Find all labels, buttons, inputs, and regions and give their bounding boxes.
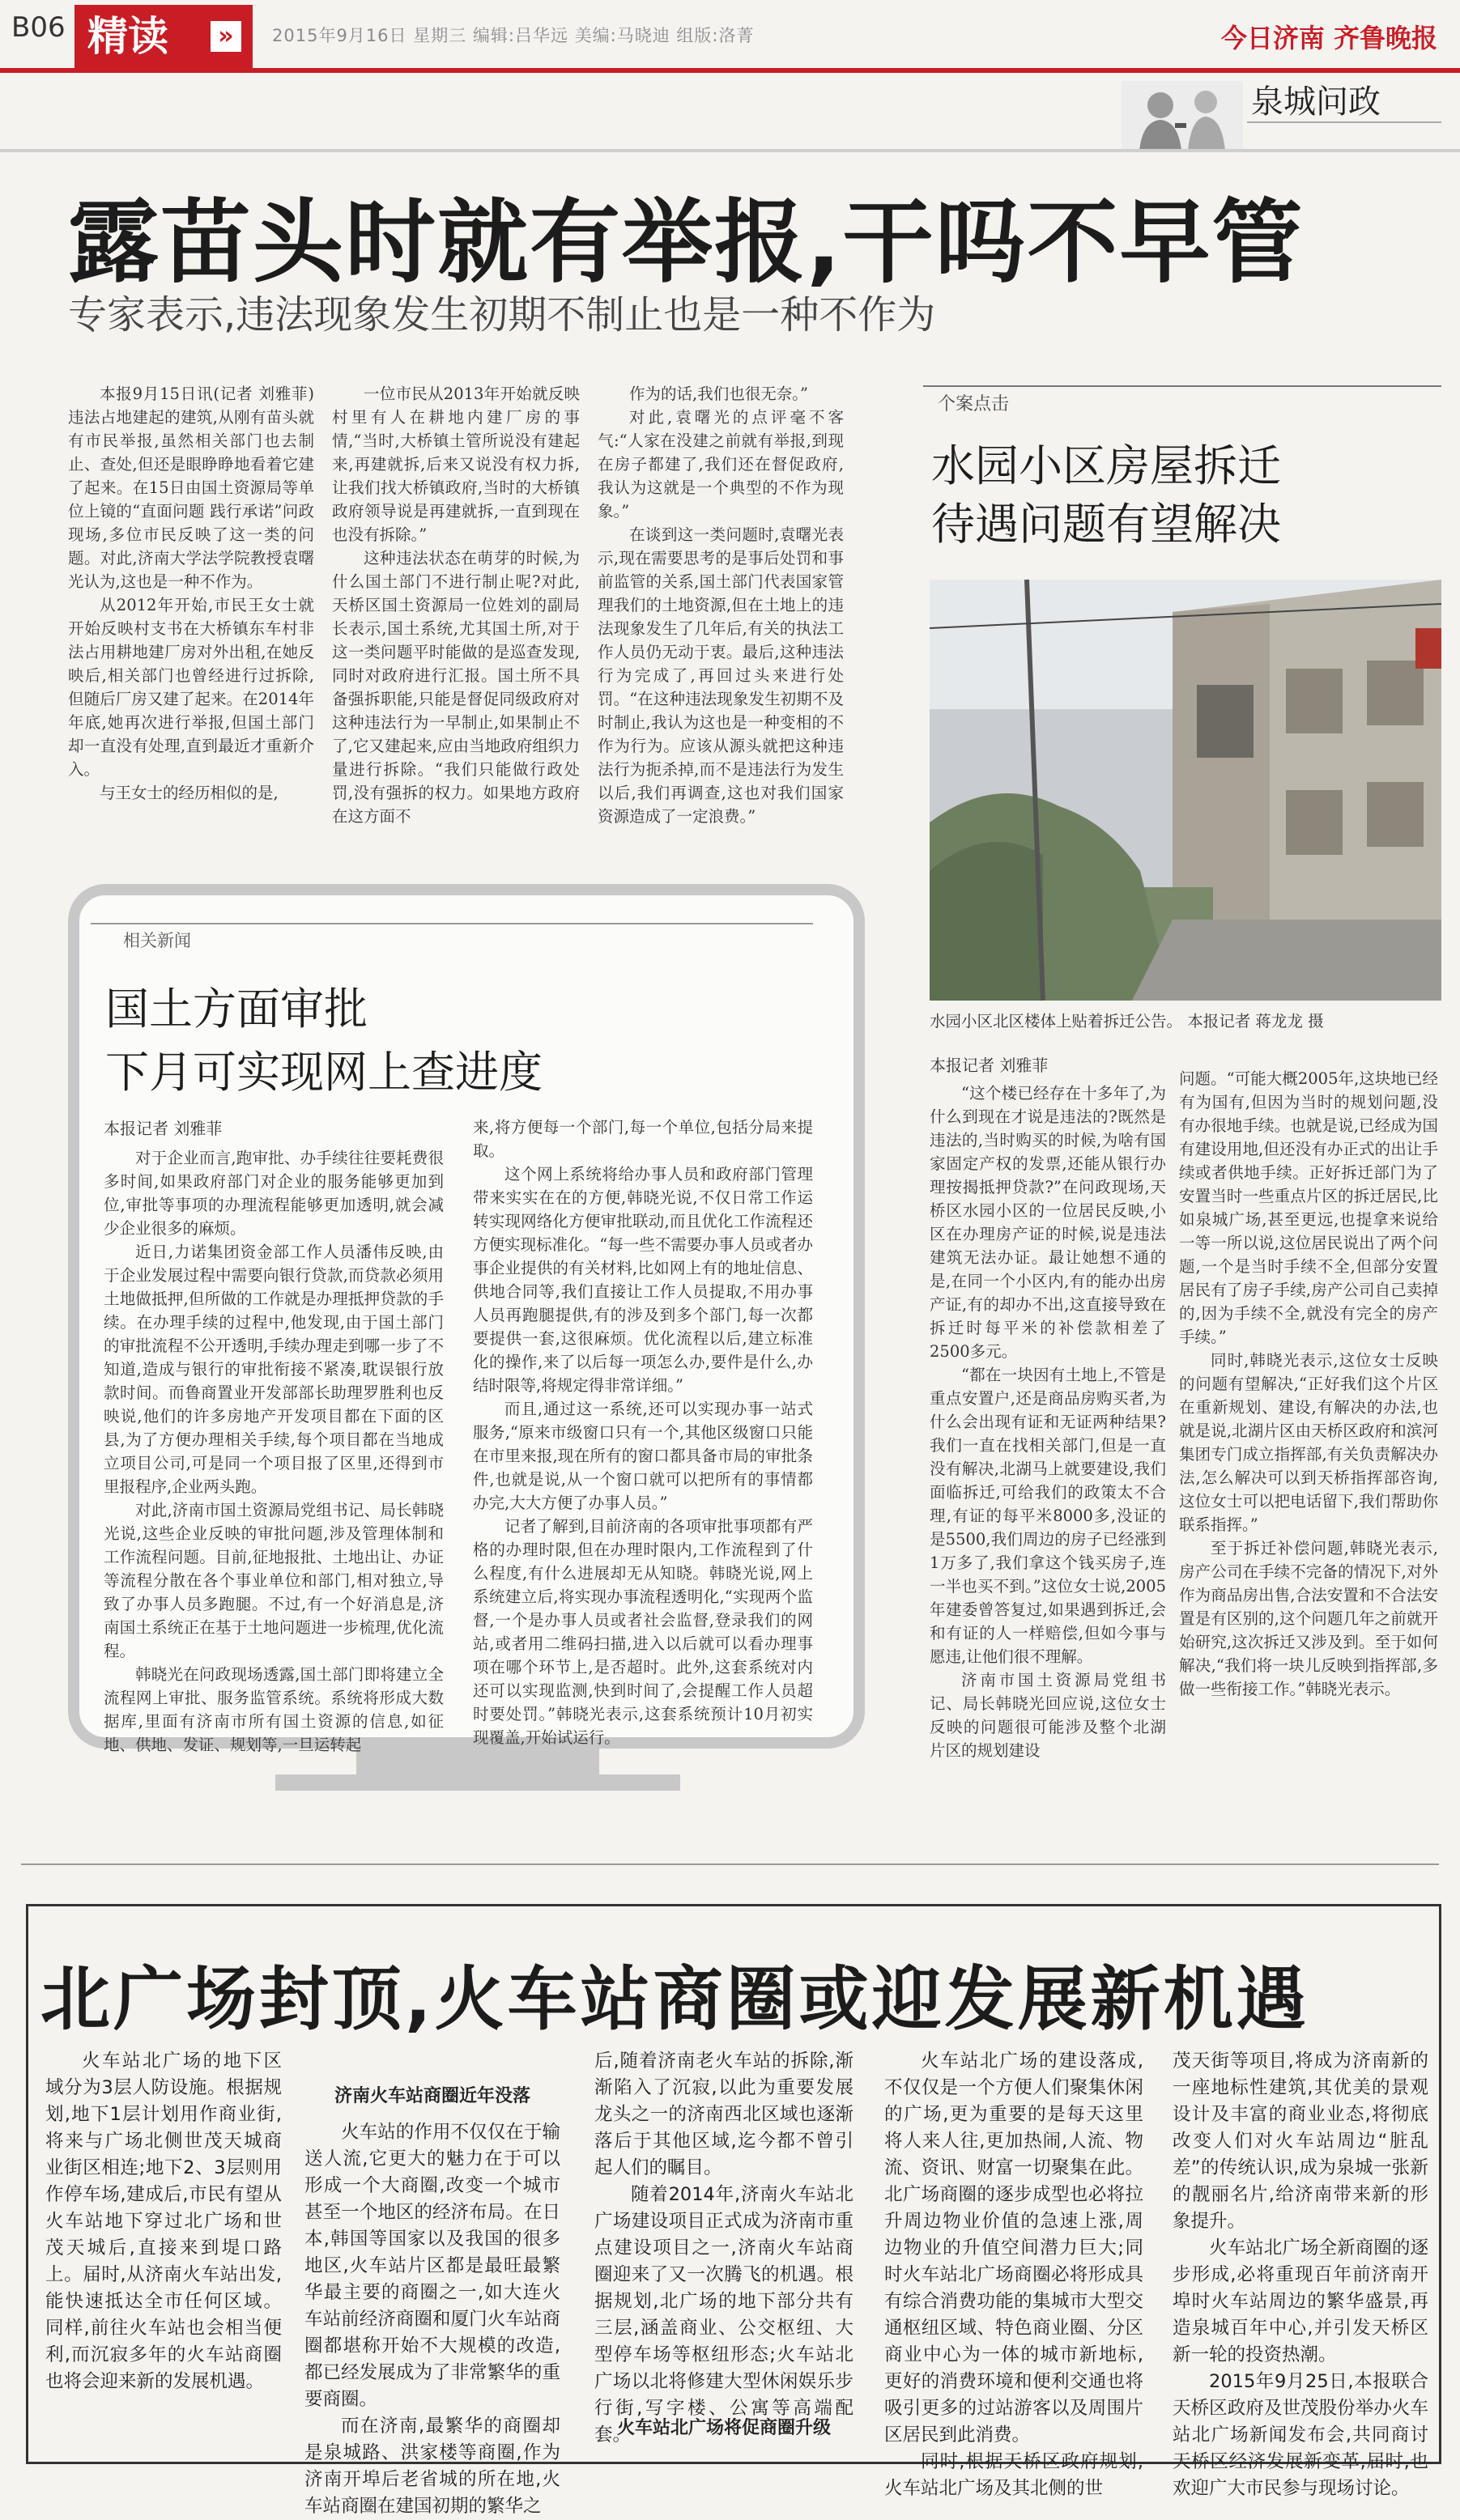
section-badge [74, 5, 253, 68]
paragraph: 对此,袁曙光的点评毫不客气:“人家在没建之前就有举报,到现在房子都建了,我们还在督促政府,我认为这就是一个典型的不作为现象。” [598, 408, 844, 521]
case-title-line-1: 水园小区房屋拆迁 [931, 440, 1281, 491]
paragraph: 这个网上系统将给办事人员和政府部门管理带来实实在在的方便,韩晓光说,不仅日常工作运转实现网络化方便审批联动,而且优化工作流程还方便实现标准化。“每一些不需要办事人员或者办事企业提供的有关材料,比如网上有的地址信息、供地合同等,我们直接让工作人员提取,不用办事人员再跑腿提供,有的涉及到多个部门,每一次都要提供一套,这很麻烦。优化流程以后,建立标准化的操作,来了以后每一项怎么办,要件是什么,办结时限等,将规定得非常详细。” [473, 1165, 813, 1395]
related-byline: 本报记者 刘雅菲 [104, 1119, 223, 1138]
section-divider [21, 1863, 1439, 1865]
paragraph: 而在济南,最繁华的商圈却是泉城路、洪家楼等商圈,作为济南开埠后老省城的所在地,火车站商圈在建国初期的繁华之 [304, 2416, 560, 2517]
related-news-label [91, 923, 813, 952]
paragraph: 至于拆迁补偿问题,韩晓光表示,房产公司在手续不完备的情况下,对外作为商品房出售,合法安置和不合法安置是有区别的,这个问题几年之前就开始研究,这次拆迁又涉及到。至于如何解决,“我们将一块儿反映到指挥部,多做一些衔接工作。”韩晓光表示。 [1179, 1539, 1438, 1698]
paragraph: 后,随着济南老火车站的拆除,渐渐陷入了沉寂,以此为重要发展龙头之一的济南西北区域也逐渐落后于其他区域,迄今都不曾引起人们的瞩目。 [594, 2050, 853, 2178]
reporter-cartoon-icon [1122, 81, 1243, 151]
paragraph: 而且,通过这一系统,还可以实现办事一站式服务,“原来市级窗口只有一个,其他区级窗口只能在市里来报,现在所有的窗口都具备市局的审批条件,也就是说,从一个窗口就可以把所有的事情都办完,大大方便了办事人员。” [473, 1400, 813, 1512]
paragraph: 同时,韩晓光表示,这位女士反映的问题有望解决,“正好我们这个片区在重新规划、建设,有解决的办法,也就是说,北湖片区由天桥区政府和滨河集团专门成立指挥部,有关负责解决办法,怎么解决可以到天桥指挥部咨询,这位女士可以把电话留下,我们帮助你联系指挥。” [1179, 1351, 1438, 1534]
paragraph: 火车站北广场全新商圈的逐步形成,必将重现百年前济南开埠时火车站周边的繁华盛景,再造泉城百年中心,并引发天桥区新一轮的投资热潮。 [1173, 2237, 1428, 2365]
related-news-title [105, 978, 543, 1104]
news-photo [930, 580, 1441, 1001]
case-box-title [931, 437, 1281, 554]
related-column-1 [104, 1146, 444, 1754]
paragraph: 火车站的作用不仅仅在于输送人流,它更大的魅力在于可以形成一个大商圈,改变一个城市甚至一个地区的经济布局。在日本,韩国等国家以及我国的很多地区,火车站片区都是最旺最繁华最主要的商圈之一,如大连火车站前经济商圈和厦门火车站商圈都堪称开始不大规模的改造,都已经发展成为了非常繁华的重要商圈。 [304, 2122, 560, 2410]
monitor-base [275, 1774, 680, 1791]
paragraph: 一位市民从2013年开始就反映村里有人在耕地内建厂房的事情,“当时,大桥镇土管所说没有建起来,再建就拆,后来又说没有权力拆,让我们找大桥镇政府,当时的大桥镇政府领导说是再建就拆,一直到现在也没有拆除。” [332, 385, 580, 544]
column-name-rule [1247, 121, 1441, 123]
paragraph: 济南市国土资源局党组书记、局长韩晓光回应说,这位女士反映的问题很可能涉及整个北湖片区的规划建设 [930, 1671, 1166, 1760]
header-red-rule [0, 68, 1460, 73]
paragraph: 2015年9月25日,本报联合天桥区政府及世茂股份举办火车站北广场新闻发布会,共同商讨天桥区经济发展新变革,届时,也欢迎广大市民参与现场讨论。 [1173, 2371, 1428, 2499]
paragraph: 对于企业而言,跑审批、办手续往往要耗费很多时间,如果政府部门对企业的服务能够更加到位,审批等事项的办理流程能够更加透明,就会减少企业很多的麻烦。 [104, 1149, 444, 1238]
paragraph: 随着2014年,济南火车站北广场建设项目正式成为济南市重点建设项目之一,济南火车站商圈迎来了又一次腾飞的机遇。根据规划,北广场的地下部分共有三层,涵盖商业、公交枢纽、大型停车场等枢纽形态;火车站北广场以北将修建大型休闲娱乐步行街,写字楼、公寓等高端配套。 [594, 2184, 853, 2446]
paragraph: 记者了解到,目前济南的各项审批事项都有严格的办理时限,但在办理时限内,工作流程到了什么程度,有什么进展却无从知晓。韩晓光说,网上系统建立后,将实现办事流程透明化,“实现两个监督,一个是办事人员或者社会监督,登录我们的网站,或者用二维码扫描,进入以后就可以看办理事项在哪个环节上,是否超时。此外,这套系统对内还可以实现监测,快到时间了,会提醒工作人员超时要处罚。”韩晓光表示,这套系统预计10月初实现覆盖,开始试运行。 [473, 1517, 813, 1747]
dateline: 2015年9月16日 星期三 编辑:吕华远 美编:马晓迪 组版:洛菁 [272, 26, 755, 45]
paragraph: 韩晓光在问政现场透露,国土部门即将建立全流程网上审批、服务监管系统。系统将形成大数据库,里面有济南市所有国土资源的信息,如征地、供地、发证、规划等,一旦运转起 [104, 1665, 444, 1754]
paragraph: 与王女士的经历相似的是, [100, 784, 279, 802]
related-column-2 [473, 1116, 813, 1747]
bottom-column-4 [884, 2048, 1143, 2499]
section-name: 精读 [87, 13, 168, 60]
bottom-subtitle-b: 火车站北广场将促商圈升级 [616, 2418, 831, 2438]
paragraph: 作为的话,我们也很无奈。” [629, 385, 808, 403]
related-title-line-1: 国土方面审批 [105, 984, 368, 1035]
case-box-label [923, 385, 1441, 419]
page-number: B06 [11, 11, 66, 44]
double-chevron-right-icon: » [211, 21, 241, 52]
case-title-line-2: 待遇问题有望解决 [931, 499, 1281, 550]
paragraph: 从2012年开始,市民王女士就开始反映村支书在大桥镇东车村非法占用耕地建厂房对外出租,在她反映后,相关部门也曾经进行过拆除,但随后厂房又建了起来。在2014年年底,她再次进行举报,但国土部门却一直没有处理,直到最近才重新介入。 [68, 596, 314, 779]
photo-caption: 水园小区北区楼体上贴着拆迁公告。 本报记者 蒋龙龙 摄 [930, 1012, 1324, 1031]
paragraph: 火车站北广场的建设落成,不仅仅是一个方便人们聚集休闲的广场,更为重要的是每天这里将人来人往,更加热闹,人流、物流、资讯、财富一切聚集在此。北广场商圈的逐步成型也必将拉升周边物业价值的急速上涨,周边物业的升值空间潜力巨大;同时火车站北广场商圈必将形成具有综合消费功能的集城市大型交通枢纽区域、特色商业圈、分区商业中心为一体的城市新地标,更好的消费环境和便利交通也将吸引更多的过站游客以及周围片区居民到此消费。 [884, 2050, 1143, 2446]
main-subhead: 专家表示,违法现象发生初期不制止也是一种不作为 [68, 292, 936, 338]
paragraph: “这个楼已经存在十多年了,为什么到现在才说是违法的?既然是违法的,当时购买的时候,为啥有国家固定产权的发票,还能从银行办理按揭抵押贷款?”在问政现场,天桥区水园小区的一位居民反映,小区在办理房产证的时候,说是违法建筑无法办证。最让她想不通的是,在同一个小区内,有的能办出房产证,有的却办不出,这直接导致在拆迁时每平米的补偿款相差了2500多元。 [930, 1084, 1166, 1361]
bottom-column-2 [304, 2119, 560, 2517]
main-story-column-2 [332, 382, 580, 835]
main-story-column-1 [68, 382, 314, 835]
bottom-column-1 [45, 2048, 282, 2453]
paragraph: 在谈到这一类问题时,袁曙光表示,现在需要思考的是事后处罚和事前监管的关系,国土部门代表国家管理我们的土地资源,但在土地上的违法现象发生了几年后,有关的执法工作人员仍无动于衷。最后,这种违法行为完成了,再回过头来进行处罚。“在这种违法现象发生初期不及时制止,我认为这也是一种变相的不作为行为。应该从源头就把这种违法行为扼杀掉,而不是违法行为发生以后,我们再调查,这也对我们国家资源造成了一定浪费。” [598, 525, 844, 826]
newspaper-brand: 今日济南 齐鲁晚报 [1220, 23, 1437, 53]
main-story-column-3 [598, 382, 844, 835]
paragraph: 来,将方便每一个部门,每一个单位,包括分局来提取。 [473, 1118, 813, 1160]
case-box-label-text: 个案点击 [938, 394, 1010, 414]
paragraph: 对此,济南市国土资源局党组书记、局长韩晓光说,这些企业反映的审批问题,涉及管理体制和工作流程问题。目前,征地报批、土地出让、办证等流程分散在各个事业单位和部门,相对独立,导致了办事人员多跑腿。不过,有一个好消息是,济南国土系统正在基于土地问题进一步梳理,优化流程。 [104, 1501, 444, 1660]
paragraph: 近日,力诺集团资金部工作人员潘伟反映,由于企业发展过程中需要向银行贷款,而贷款必须用土地做抵押,但所做的工作就是办理抵押贷款的手续。在办理手续的过程中,他发现,由于国土部门的审批流程不公开透明,手续办理走到哪一步了不知道,造成与银行的审批衔接不紧凑,耽误银行放款时间。而鲁商置业开发部部长助理罗胜利也反映说,他们的许多房地产开发项目都在下面的区县,为了方便办理相关手续,每个项目都在当地成立项目公司,可是同一个项目报了区里,还得到市里报程序,企业两头跑。 [104, 1243, 444, 1496]
case-column-1 [930, 1082, 1166, 1834]
bottom-column-5 [1173, 2048, 1428, 2499]
main-headline: 露苗头时就有举报,干吗不早管 [68, 190, 1305, 295]
paragraph: 茂天街等项目,将成为济南新的一座地标性建筑,其优美的景观设计及丰富的商业业态,将彻底改变人们对火车站周边“脏乱差”的传统认识,成为泉城一张新的靓丽名片,给济南带来新的形象提升。 [1173, 2050, 1428, 2232]
paragraph: 火车站北广场的地下区域分为3层人防设施。根据规划,地下1层计划用作商业街,将来与广场北侧世茂天城商业街区相连;地下2、3层则用作停车场,建成后,市民有望从火车站地下穿过北广场和世茂天城后,直接来到堤口路上。届时,从济南火车站出发,能快速抵达全市任何区域。同样,前往火车站也会相当便利,而沉寂多年的火车站商圈也将会迎来新的发展机遇。 [45, 2050, 282, 2392]
header-gray-rule [0, 149, 1460, 152]
bottom-headline: 北广场封顶,火车站商圈或迎发展新机遇 [40, 1959, 1309, 2040]
paragraph: “都在一块因有土地上,不管是重点安置户,还是商品房购买者,为什么会出现有证和无证两种结果?我们一直在找相关部门,但是一直没有解决,北湖马上就要建设,我们面临拆迁,可给我们的政策太不合理,有证的每平米8000多,没证的是5500,我们周边的房子已经涨到1万多了,我们拿这个钱买房子,连一半也买不到。”这位女士说,2005年建委曾答复过,如果遇到拆迁,会和有证的人一样赔偿,但如今事与愿违,让他们很不理解。 [930, 1366, 1166, 1666]
column-name: 泉城问政 [1251, 83, 1381, 121]
related-title-line-2: 下月可实现网上查进度 [105, 1047, 543, 1098]
case-column-2 [1179, 1067, 1438, 1834]
paragraph: 问题。“可能大概2005年,这块地已经有为国有,但因为当时的规划问题,没有办很地手续。也就是说,已经成为国有建设用地,但还没有办正式的出让手续或者供地手续。正好拆迁部门为了安置当时一些重点片区的拆迁居民,比如泉城广场,甚至更远,也提拿来说给一等一所以说,这位居民说出了两个问题,一个是当时手续不全,但部分安置居民有了房子手续,房产公司自己卖掉的,因为手续不全,就没有完全的房产手续。” [1179, 1069, 1438, 1346]
paragraph: 同时,根据天桥区政府规划,火车站北广场及其北侧的世 [884, 2451, 1143, 2499]
paragraph: 这种违法状态在萌芽的时候,为什么国土部门不进行制止呢?对此,天桥区国土资源局一位姓刘的副局长表示,国土系统,尤其国土所,对于这一类问题平时能做的是巡查发现,同时对政府进行汇报。国土所不具备强拆职能,只能是督促同级政府对这种违法行为一早制止,如果制止不了,它又建起来,应由当地政府组织力量进行拆除。“我们只能做行政处罚,没有强拆的权力。如果地方政府在这方面不 [332, 549, 580, 826]
case-byline: 本报记者 刘雅菲 [930, 1056, 1049, 1075]
paragraph: 本报9月15日讯(记者 刘雅菲) 违法占地建起的建筑,从刚有苗头就有市民举报,虽然相关部门也去制止、查处,但还是眼睁睁地看着它建了起来。在15日由国土资源局等单位上镜的“直面问题 践行承诺”问政现场,多位市民反映了这一类的问题。对此,济南大学法学院教授袁曙光认为,这也是一种不作为。 [68, 385, 314, 591]
bottom-subtitle-a: 济南火车站商圈近年没落 [334, 2086, 530, 2106]
related-news-label-text: 相关新闻 [123, 931, 191, 950]
